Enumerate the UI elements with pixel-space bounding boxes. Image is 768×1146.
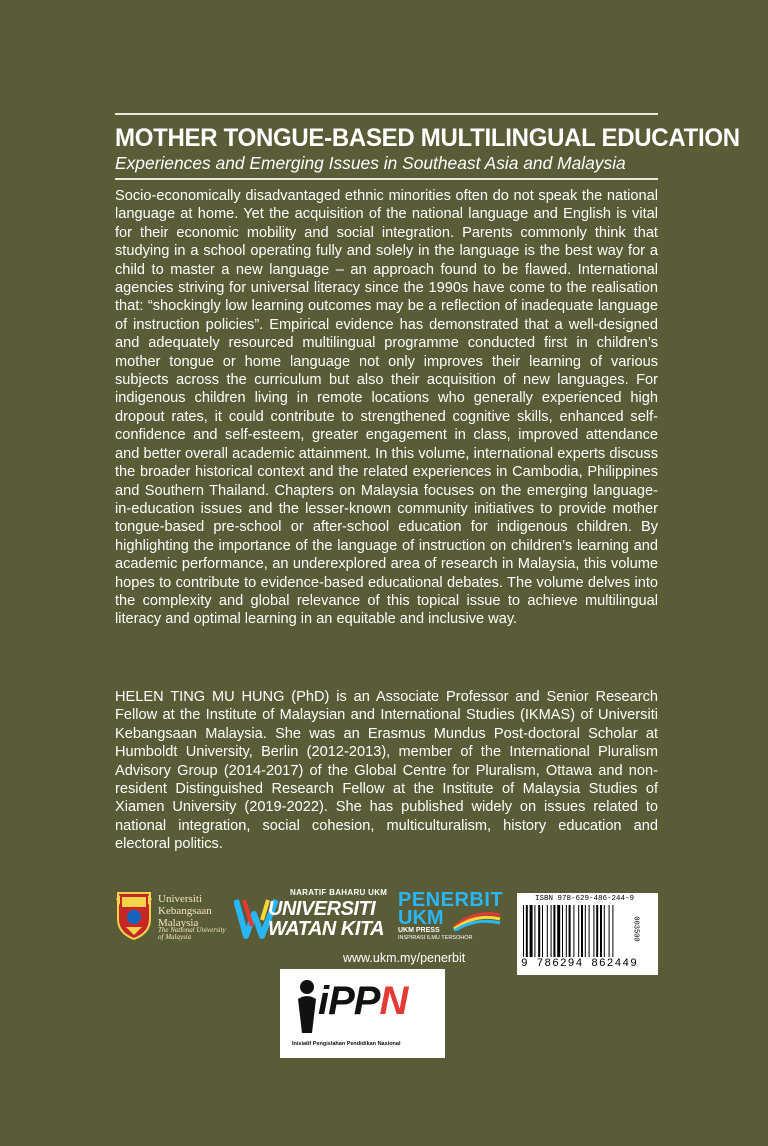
- ukm-tagline-1: The National University: [158, 926, 226, 934]
- ukm-line3: Malaysia: [158, 917, 199, 929]
- ukm-line1: Universiti: [158, 893, 202, 905]
- universiti-watan-kita-logo: [234, 888, 394, 944]
- ippn-logo: [280, 969, 445, 1058]
- isbn-side-code: [631, 907, 653, 955]
- isbn-code: 003500: [631, 916, 640, 942]
- penerbit-line2: UKM: [398, 907, 444, 929]
- book-title: MOTHER TONGUE-BASED MULTILINGUAL EDUCATION: [115, 124, 740, 152]
- barcode-icon: [523, 905, 639, 957]
- bottom-rule: [115, 178, 658, 180]
- ukm-wordmark: [158, 893, 212, 929]
- book-subtitle: Experiences and Emerging Issues in Southeast Asia and Malaysia: [115, 153, 626, 173]
- penerbit-ukm-logo: [396, 889, 506, 945]
- isbn-digits: 9 786294 862449: [521, 958, 639, 970]
- book-icon: [452, 905, 502, 931]
- author-bio-paragraph: HELEN TING MU HUNG (PhD) is an Associate Professor and Senior Research Fellow at the Institute of Malaysian and International Studies (IKMAS) of Universiti Kebangsaan Malaysia. She was an Erasmus Mundus Post-doctoral Scholar at Humboldt University, Berlin (2012-2013), member of the International Pluralism Advisory Group (2014-2017) of the Global Centre for Pluralism, Ottawa and non-resident Distinguished Research Fellow at the Institute of Malaysia Studies of Xiamen University (2019-2022). She has published widely on issues related to national integration, social cohesion, multiculturalism, history education and electoral politics.: [115, 689, 658, 853]
- uwk-naratif: NARATIF BAHARU UKM: [290, 888, 388, 897]
- crest-icon: [114, 889, 154, 941]
- penerbit-line4: INSPIRASI ILMU TERSOHOR: [398, 935, 473, 941]
- isbn-barcode: [517, 893, 658, 975]
- ukm-tagline-2: of Malaysia: [158, 933, 192, 941]
- penerbit-line1: PENERBIT: [398, 889, 504, 911]
- isbn-label: ISBN 978-629-486-244-9: [535, 895, 635, 903]
- ukm-tagline: [158, 927, 226, 941]
- ippn-mark-accent: N: [379, 979, 408, 1023]
- publisher-website: www.ukm.my/penerbit: [343, 951, 466, 965]
- ukm-logo: [114, 889, 234, 945]
- ippn-wordmark: [318, 979, 407, 1024]
- uwk-line1: UNIVERSITI: [268, 898, 376, 920]
- top-rule: [115, 113, 658, 115]
- uwk-line2: WATAN KITA: [268, 918, 385, 940]
- ippn-tagline: Inisiatif Pengislahan Pendidikan Nasional: [292, 1041, 401, 1047]
- ippn-mark-main: iPP: [318, 979, 380, 1023]
- blurb-paragraph: Socio-economically disadvantaged ethnic minorities often do not speak the national language at home. Yet the acquisition of the national language and English is vital for their economic mobility and social integration. Parents commonly think that studying in a school operating fully and solely in the language is the best way for a child to master a new language – an approach found to be flawed. International agencies striving for universal literacy since the 1990s have come to the realisation that: “shockingly low learning outcomes may be a reflection of inadequate language of instruction policies”. Empirical evidence has demonstrated that a well-designed and adequately resourced multilingual programme conducted first in children’s mother tongue or home language not only improves their learning of various subjects across the curriculum but also their acquisition of new languages. For indigenous children living in remote locations who generally experienced high dropout rates, it could contribute to strengthened cognitive skills, enhanced self-confidence and self-esteem, greater engagement in class, improved attendance and better overall academic attainment. In this volume, international experts discuss the broader historical context and the related experiences in Cambodia, Philippines and Southern Thailand. Chapters on Malaysia focuses on the emerging language-in-education issues and the lesser-known community initiatives to provide mother tongue-based pre-school or after-school education for indigenous children. By highlighting the importance of the language of instruction on children’s learning and academic performance, an underexplored area of research in Malaysia, this volume hopes to contribute to evidence-based educational debates. The volume delves into the complexity and global relevance of this topical issue to achieve multilingual literacy and optimal learning in an equitable and inclusive way.: [115, 188, 658, 628]
- ukm-line2: Kebangsaan: [158, 905, 212, 917]
- penerbit-line3: UKM PRESS: [398, 927, 440, 934]
